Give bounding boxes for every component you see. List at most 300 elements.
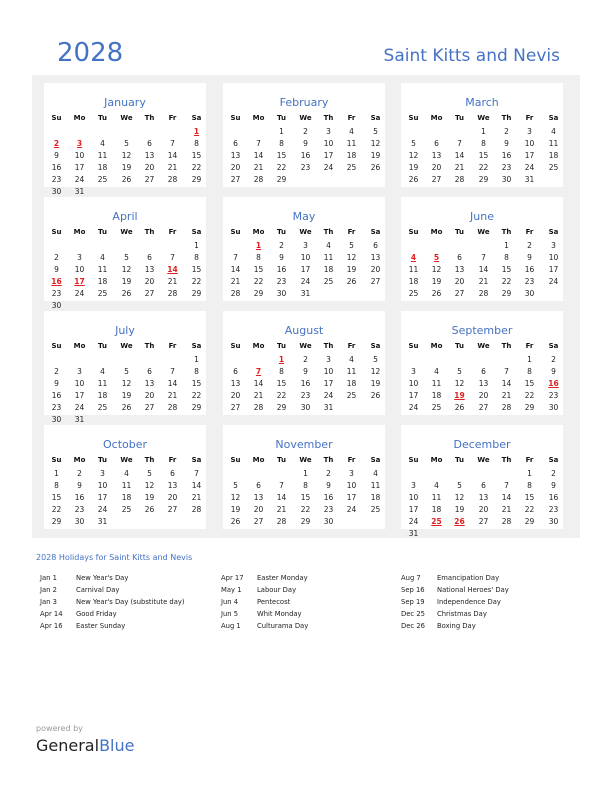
weekday-label: Mo [73,114,86,122]
weekday-label: Th [144,342,155,350]
day-cell: 29 [478,175,489,184]
day-cell: 16 [524,265,535,274]
day-cell: 11 [548,139,559,148]
day-cell: 28 [167,175,178,184]
day-cell: 1 [279,127,284,136]
day-cell: 23 [548,505,559,514]
month-name: July [115,324,135,337]
day-cell: 6 [434,139,439,148]
day-cell: 18 [548,151,559,160]
day-cell: 11 [408,265,419,274]
day-cell: 13 [167,481,178,490]
holiday-day-cell: 1 [278,355,285,364]
holiday-name: Boxing Day [437,622,476,630]
day-cell: 20 [454,277,465,286]
holiday-name: Good Friday [76,610,117,618]
weekday-label: Sa [370,114,381,122]
holiday-date: Apr 16 [40,622,63,630]
day-cell: 6 [233,139,238,148]
day-cell: 19 [121,391,132,400]
day-cell: 18 [97,163,108,172]
day-cell: 26 [121,403,132,412]
holiday-name: Easter Sunday [76,622,126,630]
day-cell: 17 [346,493,357,502]
day-cell: 12 [431,265,442,274]
day-cell: 25 [121,505,132,514]
day-cell: 24 [74,403,85,412]
month-october [44,425,206,529]
day-cell: 18 [370,493,381,502]
day-cell: 20 [144,391,155,400]
day-cell: 14 [230,265,241,274]
day-cell: 9 [279,253,284,262]
day-cell: 8 [194,139,199,148]
day-cell: 12 [121,265,132,274]
day-cell: 1 [527,355,532,364]
day-cell: 1 [303,469,308,478]
day-cell: 31 [74,415,85,424]
day-cell: 14 [253,379,264,388]
month-name: April [112,210,138,223]
day-cell: 3 [100,469,105,478]
holiday-date: Apr 17 [221,574,244,582]
day-cell: 29 [191,175,202,184]
month-june [401,197,563,301]
day-cell: 9 [551,367,556,376]
day-cell: 22 [253,277,264,286]
holiday-day-cell: 3 [76,139,83,148]
day-cell: 9 [303,367,308,376]
day-cell: 16 [74,493,85,502]
day-cell: 4 [124,469,129,478]
weekday-label: Mo [252,228,265,236]
weekday-label: Th [501,342,512,350]
weekday-label: Su [51,114,62,122]
holiday-date: Jun 5 [221,610,239,618]
month-december [401,425,563,538]
day-cell: 31 [74,187,85,196]
weekday-label: We [477,456,490,464]
holiday-date: Sep 16 [401,586,425,594]
day-cell: 23 [51,403,62,412]
day-cell: 21 [253,391,264,400]
day-cell: 27 [144,403,155,412]
day-cell: 6 [481,481,486,490]
day-cell: 21 [230,277,241,286]
day-cell: 2 [551,355,556,364]
weekday-label: Th [323,228,334,236]
day-cell: 7 [170,253,175,262]
day-cell: 8 [194,367,199,376]
holiday-day-cell: 14 [167,265,178,274]
day-cell: 3 [77,253,82,262]
day-cell: 19 [230,505,241,514]
day-cell: 23 [276,277,287,286]
day-cell: 26 [144,505,155,514]
day-cell: 25 [431,403,442,412]
day-cell: 7 [170,139,175,148]
day-cell: 29 [253,289,264,298]
day-cell: 6 [147,367,152,376]
day-cell: 13 [370,253,381,262]
weekday-label: Mo [252,456,265,464]
day-cell: 5 [124,139,129,148]
day-cell: 17 [408,505,419,514]
day-cell: 23 [501,163,512,172]
day-cell: 26 [121,175,132,184]
day-cell: 26 [230,517,241,526]
weekday-label: We [299,456,312,464]
weekday-label: We [477,228,490,236]
weekday-label: Tu [455,114,464,122]
day-cell: 18 [346,379,357,388]
day-cell: 11 [431,493,442,502]
day-cell: 18 [408,277,419,286]
weekday-label: Sa [191,228,202,236]
holiday-name: New Year's Day (substitute day) [76,598,185,606]
day-cell: 19 [454,505,465,514]
day-cell: 30 [300,403,311,412]
weekday-label: Th [323,456,334,464]
holiday-name: Christmas Day [437,610,487,618]
weekday-label: Th [501,456,512,464]
month-name: November [275,438,333,451]
day-cell: 6 [256,481,261,490]
day-cell: 11 [97,151,108,160]
day-cell: 2 [77,469,82,478]
day-cell: 24 [408,517,419,526]
day-cell: 28 [454,175,465,184]
day-cell: 18 [431,505,442,514]
day-cell: 27 [230,403,241,412]
day-cell: 8 [194,253,199,262]
day-cell: 15 [191,151,202,160]
day-cell: 27 [144,289,155,298]
day-cell: 15 [524,379,535,388]
day-cell: 30 [323,517,334,526]
day-cell: 29 [524,517,535,526]
day-cell: 13 [431,151,442,160]
day-cell: 30 [548,517,559,526]
weekday-label: Su [230,114,241,122]
day-cell: 28 [253,403,264,412]
weekday-label: We [120,114,133,122]
day-cell: 23 [51,175,62,184]
day-cell: 15 [478,151,489,160]
holiday-day-cell: 16 [548,379,559,388]
day-cell: 25 [408,289,419,298]
weekday-label: Tu [98,456,107,464]
day-cell: 25 [346,391,357,400]
day-cell: 4 [349,355,354,364]
day-cell: 1 [194,355,199,364]
day-cell: 20 [144,277,155,286]
month-april [44,197,206,310]
day-cell: 12 [144,481,155,490]
day-cell: 23 [74,505,85,514]
holiday-date: Dec 26 [401,622,425,630]
day-cell: 14 [454,151,465,160]
day-cell: 5 [349,241,354,250]
day-cell: 26 [346,277,357,286]
day-cell: 25 [97,175,108,184]
day-cell: 30 [501,175,512,184]
month-name: October [102,438,148,451]
day-cell: 9 [504,139,509,148]
day-cell: 20 [253,505,264,514]
day-cell: 21 [191,493,202,502]
day-cell: 15 [501,265,512,274]
day-cell: 31 [323,403,334,412]
weekday-label: Tu [455,228,464,236]
day-cell: 13 [454,265,465,274]
day-cell: 3 [349,469,354,478]
day-cell: 15 [276,379,287,388]
day-cell: 9 [303,139,308,148]
holiday-name: National Heroes' Day [437,586,509,594]
day-cell: 17 [97,493,108,502]
day-cell: 5 [457,481,462,490]
day-cell: 9 [551,481,556,490]
weekday-label: Fr [168,342,177,350]
day-cell: 14 [167,379,178,388]
weekday-label: Th [501,114,512,122]
day-cell: 19 [431,277,442,286]
day-cell: 2 [54,367,59,376]
weekday-label: Fr [347,114,356,122]
day-cell: 7 [194,469,199,478]
weekday-label: Sa [548,342,559,350]
day-cell: 31 [524,175,535,184]
day-cell: 29 [191,403,202,412]
day-cell: 15 [191,379,202,388]
holiday-date: May 1 [221,586,242,594]
weekday-label: Th [323,114,334,122]
day-cell: 5 [124,367,129,376]
day-cell: 8 [481,139,486,148]
weekday-label: Su [230,342,241,350]
brand-blue: Blue [99,736,135,755]
day-cell: 9 [326,481,331,490]
holiday-date: Sep 19 [401,598,425,606]
day-cell: 13 [144,151,155,160]
weekday-label: Sa [548,456,559,464]
day-cell: 3 [411,367,416,376]
weekday-label: Tu [455,342,464,350]
weekday-label: Mo [73,228,86,236]
day-cell: 25 [548,163,559,172]
day-cell: 2 [326,469,331,478]
day-cell: 1 [194,241,199,250]
brand-logo[interactable] [36,736,134,755]
day-cell: 6 [373,241,378,250]
holidays-title: 2028 Holidays for Saint Kitts and Nevis [36,553,193,562]
holiday-day-cell: 2 [53,139,60,148]
weekday-label: Su [51,228,62,236]
day-cell: 4 [100,253,105,262]
day-cell: 6 [170,469,175,478]
weekday-label: Mo [252,114,265,122]
day-cell: 23 [323,505,334,514]
weekday-label: Th [501,228,512,236]
day-cell: 27 [144,175,155,184]
day-cell: 9 [54,151,59,160]
month-february [223,83,385,187]
day-cell: 10 [74,151,85,160]
day-cell: 17 [300,265,311,274]
day-cell: 22 [501,277,512,286]
day-cell: 17 [548,265,559,274]
month-september [401,311,563,415]
day-cell: 17 [74,391,85,400]
day-cell: 5 [411,139,416,148]
day-cell: 5 [457,367,462,376]
day-cell: 11 [346,139,357,148]
day-cell: 13 [230,151,241,160]
day-cell: 15 [51,493,62,502]
day-cell: 1 [527,469,532,478]
weekday-label: Sa [548,228,559,236]
day-cell: 20 [230,391,241,400]
day-cell: 29 [276,403,287,412]
holiday-date: Jun 4 [221,598,239,606]
day-cell: 13 [144,379,155,388]
day-cell: 29 [524,403,535,412]
day-cell: 5 [147,469,152,478]
day-cell: 16 [51,163,62,172]
weekday-label: Sa [370,456,381,464]
day-cell: 27 [454,289,465,298]
day-cell: 10 [323,367,334,376]
day-cell: 8 [54,481,59,490]
day-cell: 3 [77,367,82,376]
day-cell: 20 [230,163,241,172]
weekday-label: Tu [277,456,286,464]
day-cell: 4 [434,367,439,376]
day-cell: 3 [527,127,532,136]
holiday-day-cell: 26 [454,517,465,526]
day-cell: 12 [121,379,132,388]
day-cell: 30 [524,289,535,298]
day-cell: 16 [51,391,62,400]
calendar-grid [32,75,580,538]
day-cell: 30 [51,187,62,196]
day-cell: 30 [51,415,62,424]
day-cell: 2 [54,253,59,262]
weekday-label: Fr [525,456,534,464]
day-cell: 8 [303,481,308,490]
day-cell: 23 [548,391,559,400]
month-november [223,425,385,529]
day-cell: 15 [300,493,311,502]
day-cell: 19 [144,493,155,502]
day-cell: 10 [300,253,311,262]
weekday-label: Tu [98,114,107,122]
holiday-date: Aug 1 [221,622,241,630]
day-cell: 10 [346,481,357,490]
weekday-label: Mo [73,456,86,464]
day-cell: 16 [323,493,334,502]
day-cell: 29 [191,289,202,298]
day-cell: 30 [276,289,287,298]
day-cell: 28 [478,289,489,298]
day-cell: 21 [501,391,512,400]
day-cell: 3 [551,241,556,250]
weekday-label: Fr [347,456,356,464]
weekday-label: Su [408,342,419,350]
month-july [44,311,206,424]
day-cell: 22 [524,505,535,514]
day-cell: 6 [457,253,462,262]
month-name: August [284,324,324,337]
day-cell: 25 [370,505,381,514]
day-cell: 21 [276,505,287,514]
weekday-label: Th [144,114,155,122]
day-cell: 28 [230,289,241,298]
day-cell: 4 [100,139,105,148]
day-cell: 27 [253,517,264,526]
holiday-name: Independence Day [437,598,501,606]
brand-general: General [36,736,100,755]
holiday-date: Apr 14 [40,610,63,618]
day-cell: 29 [276,175,287,184]
day-cell: 4 [100,367,105,376]
weekday-label: Sa [370,342,381,350]
weekday-label: Sa [191,114,202,122]
day-cell: 19 [346,265,357,274]
day-cell: 2 [279,241,284,250]
holiday-name: Emancipation Day [437,574,500,582]
day-cell: 11 [97,265,108,274]
day-cell: 6 [233,367,238,376]
month-name: September [451,324,513,337]
weekday-label: We [299,342,312,350]
day-cell: 3 [303,241,308,250]
day-cell: 14 [478,265,489,274]
day-cell: 23 [300,391,311,400]
weekday-label: Tu [455,456,464,464]
day-cell: 23 [300,163,311,172]
weekday-label: Tu [277,228,286,236]
day-cell: 6 [481,367,486,376]
holiday-date: Jan 2 [40,586,57,594]
day-cell: 14 [191,481,202,490]
day-cell: 12 [454,493,465,502]
holiday-day-cell: 7 [255,367,262,376]
day-cell: 1 [481,127,486,136]
day-cell: 3 [411,481,416,490]
day-cell: 5 [124,253,129,262]
day-cell: 16 [501,151,512,160]
holiday-name: Culturama Day [257,622,309,630]
day-cell: 22 [478,163,489,172]
day-cell: 14 [501,379,512,388]
holiday-date: Dec 25 [401,610,425,618]
day-cell: 17 [524,151,535,160]
day-cell: 1 [54,469,59,478]
day-cell: 25 [346,163,357,172]
month-name: May [292,210,316,223]
day-cell: 4 [551,127,556,136]
day-cell: 27 [230,175,241,184]
day-cell: 17 [323,151,334,160]
day-cell: 21 [167,277,178,286]
weekday-label: Tu [98,342,107,350]
day-cell: 16 [548,493,559,502]
day-cell: 28 [167,403,178,412]
weekday-label: Fr [525,228,534,236]
day-cell: 21 [167,391,178,400]
